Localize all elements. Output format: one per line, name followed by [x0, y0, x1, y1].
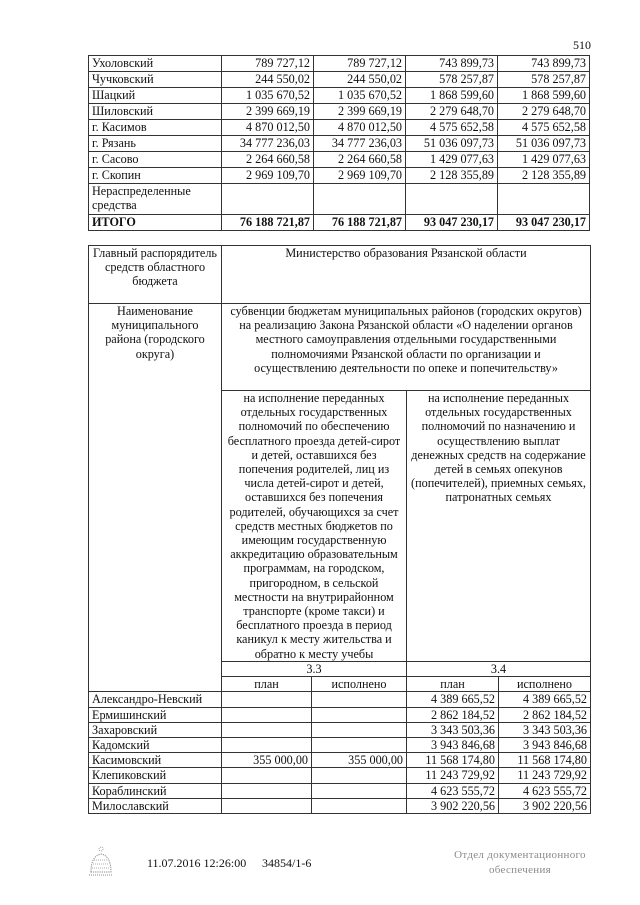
total-value: 93 047 230,17 [406, 215, 498, 231]
executed-3-3: 355 000,00 [312, 753, 407, 768]
value-cell [498, 184, 590, 215]
value-cell: 789 727,12 [314, 56, 406, 72]
table-row [89, 738, 591, 753]
district-name: Ермишинский [89, 707, 222, 722]
col-3-4-description: на исполнение переданных отдельных государственных полномочий по назначению и осуществлению выплат денежных средств на содержание детей в семьях опекунов (попечителей), приемных семьях, патронатных семьях [407, 391, 591, 662]
plan-header: план [222, 677, 312, 692]
value-cell: 2 969 109,70 [314, 168, 406, 184]
value-cell: 34 777 236,03 [314, 136, 406, 152]
plan-3-4: 11 568 174,80 [407, 753, 499, 768]
value-cell: 2 969 109,70 [222, 168, 314, 184]
table-row [89, 753, 591, 768]
table-row [89, 722, 591, 737]
unallocated-label: Нераспределенные средства [89, 184, 222, 215]
value-cell: 2 264 660,58 [222, 152, 314, 168]
value-cell: 1 429 077,63 [406, 152, 498, 168]
value-cell: 1 035 670,52 [314, 88, 406, 104]
coat-of-arms-icon [87, 846, 115, 878]
value-cell: 4 870 012,50 [314, 120, 406, 136]
executed-3-4: 3 343 503,36 [499, 722, 591, 737]
district-name: Клепиковский [89, 768, 222, 783]
plan-3-4: 3 343 503,36 [407, 722, 499, 737]
value-cell [406, 184, 498, 215]
municipality-label: Наименование муниципального района (городского округа) [89, 304, 222, 692]
value-cell: 2 279 648,70 [498, 104, 590, 120]
value-cell: 244 550,02 [222, 72, 314, 88]
executed-3-3 [312, 707, 407, 722]
code-3-3: 3.3 [222, 662, 407, 677]
district-name: г. Касимов [89, 120, 222, 136]
value-cell: 743 899,73 [406, 56, 498, 72]
total-value: 93 047 230,17 [498, 215, 590, 231]
executed-header: исполнено [312, 677, 407, 692]
executed-3-4: 3 943 846,68 [499, 738, 591, 753]
distributor-label: Главный распорядитель средств областного бюджета [89, 246, 222, 304]
value-cell: 2 279 648,70 [406, 104, 498, 120]
plan-3-3 [222, 798, 312, 813]
value-cell: 2 128 355,89 [406, 168, 498, 184]
executed-3-4: 3 902 220,56 [499, 798, 591, 813]
plan-header: план [407, 677, 499, 692]
executed-3-3 [312, 768, 407, 783]
table-row [89, 768, 591, 783]
document-footer [0, 848, 640, 888]
page-number: 510 [573, 38, 591, 52]
value-cell: 578 257,87 [498, 72, 590, 88]
total-label: ИТОГО [89, 215, 222, 231]
executed-3-3 [312, 783, 407, 798]
total-value: 76 188 721,87 [314, 215, 406, 231]
value-cell: 2 264 660,58 [314, 152, 406, 168]
district-name: Кадомский [89, 738, 222, 753]
plan-3-3 [222, 768, 312, 783]
subvention-row [89, 304, 591, 391]
value-cell: 51 036 097,73 [498, 136, 590, 152]
plan-3-4: 4 623 555,72 [407, 783, 499, 798]
district-name: Милославский [89, 798, 222, 813]
value-cell: 1 868 599,60 [498, 88, 590, 104]
stamp-line: обеспечения [488, 864, 552, 876]
plan-3-4: 11 243 729,92 [407, 768, 499, 783]
value-cell: 1 429 077,63 [498, 152, 590, 168]
district-name: Кораблинский [89, 783, 222, 798]
plan-3-3 [222, 783, 312, 798]
executed-3-3 [312, 722, 407, 737]
district-name: Чучковский [89, 72, 222, 88]
executed-3-4: 2 862 184,52 [499, 707, 591, 722]
registration-datetime: 11.07.2016 12:26:00 [147, 856, 247, 870]
distributor-value: Министерство образования Рязанской области [222, 246, 591, 304]
plan-3-4: 4 389 665,52 [407, 692, 499, 707]
value-cell: 789 727,12 [222, 56, 314, 72]
district-name: Александро-Невский [89, 692, 222, 707]
executed-3-3 [312, 798, 407, 813]
total-row [89, 215, 590, 231]
plan-3-4: 3 902 220,56 [407, 798, 499, 813]
value-cell: 1 035 670,52 [222, 88, 314, 104]
district-name: г. Скопин [89, 168, 222, 184]
executed-3-3 [312, 692, 407, 707]
code-3-4: 3.4 [407, 662, 591, 677]
value-cell: 244 550,02 [314, 72, 406, 88]
table-row [89, 88, 590, 104]
top-budget-table [88, 55, 590, 231]
executed-3-4: 4 623 555,72 [499, 783, 591, 798]
district-name: Шацкий [89, 88, 222, 104]
value-cell: 51 036 097,73 [406, 136, 498, 152]
value-cell: 4 575 652,58 [406, 120, 498, 136]
value-cell: 578 257,87 [406, 72, 498, 88]
executed-3-4: 11 568 174,80 [499, 753, 591, 768]
plan-3-3 [222, 738, 312, 753]
value-cell: 2 399 669,19 [314, 104, 406, 120]
table-row [89, 136, 590, 152]
value-cell: 743 899,73 [498, 56, 590, 72]
executed-3-3 [312, 738, 407, 753]
executed-header: исполнено [499, 677, 591, 692]
district-name: Касимовский [89, 753, 222, 768]
table-row [89, 104, 590, 120]
department-stamp [420, 848, 620, 878]
plan-3-3 [222, 722, 312, 737]
registration-number: 34854/1-6 [262, 856, 312, 870]
distributor-row [89, 246, 591, 304]
value-cell [314, 184, 406, 215]
table-row [89, 56, 590, 72]
subvention-table [88, 245, 591, 814]
value-cell: 1 868 599,60 [406, 88, 498, 104]
table-row [89, 72, 590, 88]
value-cell [222, 184, 314, 215]
col-3-3-description: на исполнение переданных отдельных государственных полномочий по обеспечению бесплатного проезда детей-сирот и детей, оставшихся без попечения родителей, лиц из числа детей-сирот и детей, оставшихся без попечения родителей, обучающихся за счет средств местных бюджетов по имеющим государственную аккредитацию образовательным программам, на городском, пригородном, в сельской местности на внутрирайонном транспорте (кроме такси) и бесплатного проезда в период каникул к месту жительства и обратно к месту учебы [222, 391, 407, 662]
executed-3-4: 11 243 729,92 [499, 768, 591, 783]
table-row [89, 707, 591, 722]
table-row [89, 798, 591, 813]
table-row [89, 168, 590, 184]
plan-3-4: 2 862 184,52 [407, 707, 499, 722]
value-cell: 2 128 355,89 [498, 168, 590, 184]
table-row [89, 783, 591, 798]
district-name: Ухоловский [89, 56, 222, 72]
plan-3-3: 355 000,00 [222, 753, 312, 768]
district-name: г. Рязань [89, 136, 222, 152]
district-name: г. Сасово [89, 152, 222, 168]
value-cell: 2 399 669,19 [222, 104, 314, 120]
table-row [89, 152, 590, 168]
total-value: 76 188 721,87 [222, 215, 314, 231]
plan-3-3 [222, 707, 312, 722]
stamp-line: Отдел документационного [454, 849, 586, 861]
executed-3-4: 4 389 665,52 [499, 692, 591, 707]
value-cell: 4 870 012,50 [222, 120, 314, 136]
district-name: Шиловский [89, 104, 222, 120]
value-cell: 34 777 236,03 [222, 136, 314, 152]
table-row [89, 120, 590, 136]
subvention-title: субвенции бюджетам муниципальных районов (городских округов) на реализацию Закона Рязанской области «О наделении органов местного самоуправления отдельными государственными полномочиями Рязанской области по организации и осуществлению деятельности по опеке и попечительству» [222, 304, 591, 391]
value-cell: 4 575 652,58 [498, 120, 590, 136]
plan-3-4: 3 943 846,68 [407, 738, 499, 753]
unallocated-row [89, 184, 590, 215]
table-row [89, 692, 591, 707]
district-name: Захаровский [89, 722, 222, 737]
plan-3-3 [222, 692, 312, 707]
